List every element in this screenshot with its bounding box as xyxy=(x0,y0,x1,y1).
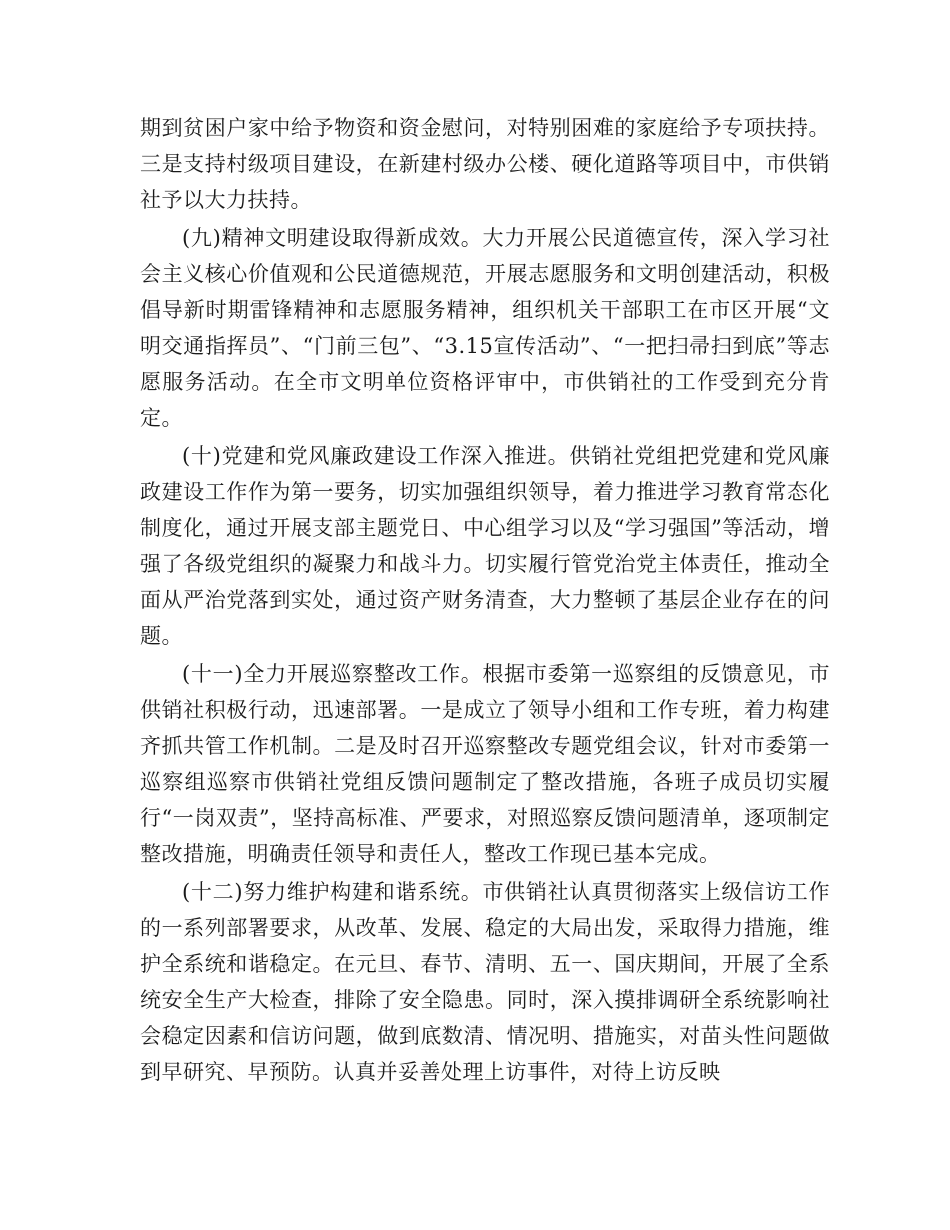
paragraph-section-12: (十二)努力维护构建和谐系统。市供销社认真贯彻落实上级信访工作的一系列部署要求，从改革、发展、稳定的大局出发，采取得力措施，维护全系统和谐稳定。在元旦、春节、清明、五一、国庆期间，开展了全系统安全生产大检查，排除了安全隐患。同时，深入摸排调研全系统影响社会稳定因素和信访问题，做到底数清、情况明、措施实，对苗头性问题做到早研究、早预防。认真并妥善处理上访事件，对待上访反映 xyxy=(140,880,830,1084)
paragraph-section-11: (十一)全力开展巡察整改工作。根据市委第一巡察组的反馈意见，市供销社积极行动，迅速部署。一是成立了领导小组和工作专班，着力构建齐抓共管工作机制。二是及时召开巡察整改专题党组会议，针对市委第一巡察组巡察市供销社党组反馈问题制定了整改措施，各班子成员切实履行“一岗双责”，坚持高标准、严要求，对照巡察反馈问题清单，逐项制定整改措施，明确责任领导和责任人，整改工作现已基本完成。 xyxy=(140,662,830,866)
paragraph-continuation: 期到贫困户家中给予物资和资金慰问，对特别困难的家庭给予专项扶持。三是支持村级项目建设，在新建村级办公楼、硬化道路等项目中，市供销社予以大力扶持。 xyxy=(140,116,830,212)
paragraph-section-9: (九)精神文明建设取得新成效。大力开展公民道德宣传，深入学习社会主义核心价值观和公民道德规范，开展志愿服务和文明创建活动，积极倡导新时期雷锋精神和志愿服务精神，组织机关干部职工在市区开展“文明交通指挥员”、“门前三包”、“3.15宣传活动”、“一把扫帚扫到底”等志愿服务活动。在全市文明单位资格评审中，市供销社的工作受到充分肯定。 xyxy=(140,226,830,430)
document-body xyxy=(140,110,830,1092)
paragraph-section-10: (十)党建和党风廉政建设工作深入推进。供销社党组把党建和党风廉政建设工作作为第一要务，切实加强组织领导，着力推进学习教育常态化制度化，通过开展支部主题党日、中心组学习以及“学习强国”等活动，增强了各级党组织的凝聚力和战斗力。切实履行管党治党主体责任，推动全面从严治党落到实处，通过资产财务清查，大力整顿了基层企业存在的问题。 xyxy=(140,444,830,648)
